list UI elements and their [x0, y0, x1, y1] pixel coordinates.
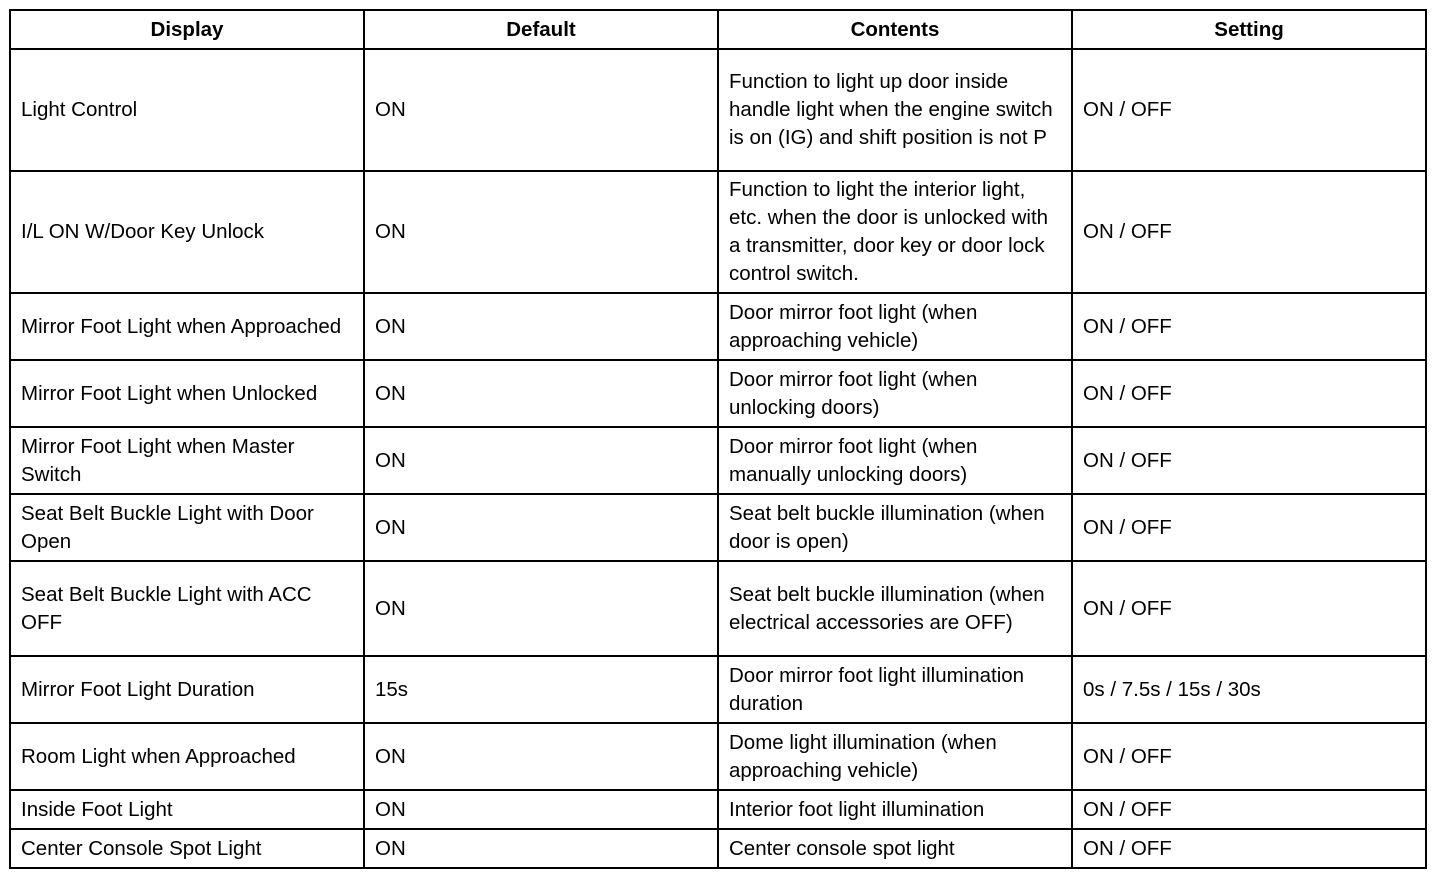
cell-setting: 0s / 7.5s / 15s / 30s	[1072, 656, 1426, 723]
cell-default: 15s	[364, 656, 718, 723]
cell-display: Seat Belt Buckle Light with ACC OFF	[10, 561, 364, 656]
cell-default: ON	[364, 293, 718, 360]
cell-default: ON	[364, 427, 718, 494]
table-row	[10, 723, 1426, 790]
table-row	[10, 561, 1426, 656]
cell-setting: ON / OFF	[1072, 829, 1426, 868]
table-row	[10, 790, 1426, 829]
settings-table	[9, 9, 1427, 869]
cell-contents: Seat belt buckle illumination (when electrical accessories are OFF)	[718, 561, 1072, 656]
cell-setting: ON / OFF	[1072, 360, 1426, 427]
cell-contents: Seat belt buckle illumination (when door is open)	[718, 494, 1072, 561]
cell-display: Mirror Foot Light when Approached	[10, 293, 364, 360]
cell-contents: Interior foot light illumination	[718, 790, 1072, 829]
table-row	[10, 49, 1426, 171]
cell-display: Seat Belt Buckle Light with Door Open	[10, 494, 364, 561]
cell-setting: ON / OFF	[1072, 293, 1426, 360]
cell-contents: Function to light the interior light, etc. when the door is unlocked with a transmitter, door key or door lock control switch.	[718, 171, 1072, 293]
table-row	[10, 171, 1426, 293]
cell-setting: ON / OFF	[1072, 561, 1426, 656]
cell-setting: ON / OFF	[1072, 171, 1426, 293]
cell-contents: Door mirror foot light (when unlocking doors)	[718, 360, 1072, 427]
table-row	[10, 656, 1426, 723]
cell-default: ON	[364, 49, 718, 171]
cell-setting: ON / OFF	[1072, 49, 1426, 171]
cell-default: ON	[364, 171, 718, 293]
cell-display: Room Light when Approached	[10, 723, 364, 790]
cell-default: ON	[364, 790, 718, 829]
header-default: Default	[364, 10, 718, 49]
cell-default: ON	[364, 723, 718, 790]
cell-display: Mirror Foot Light when Master Switch	[10, 427, 364, 494]
cell-contents: Door mirror foot light illumination duration	[718, 656, 1072, 723]
cell-contents: Door mirror foot light (when approaching vehicle)	[718, 293, 1072, 360]
cell-display: Center Console Spot Light	[10, 829, 364, 868]
cell-default: ON	[364, 829, 718, 868]
header-display: Display	[10, 10, 364, 49]
cell-default: ON	[364, 561, 718, 656]
cell-contents: Function to light up door inside handle light when the engine switch is on (IG) and shift position is not P	[718, 49, 1072, 171]
cell-contents: Dome light illumination (when approaching vehicle)	[718, 723, 1072, 790]
table-row	[10, 494, 1426, 561]
header-setting: Setting	[1072, 10, 1426, 49]
cell-default: ON	[364, 494, 718, 561]
cell-display: I/L ON W/Door Key Unlock	[10, 171, 364, 293]
cell-contents: Center console spot light	[718, 829, 1072, 868]
cell-display: Mirror Foot Light when Unlocked	[10, 360, 364, 427]
table-row	[10, 360, 1426, 427]
cell-display: Mirror Foot Light Duration	[10, 656, 364, 723]
cell-setting: ON / OFF	[1072, 790, 1426, 829]
cell-default: ON	[364, 360, 718, 427]
cell-display: Light Control	[10, 49, 364, 171]
cell-display: Inside Foot Light	[10, 790, 364, 829]
header-contents: Contents	[718, 10, 1072, 49]
table-row	[10, 829, 1426, 868]
table-header-row	[10, 10, 1426, 49]
cell-setting: ON / OFF	[1072, 723, 1426, 790]
cell-setting: ON / OFF	[1072, 494, 1426, 561]
table-row	[10, 427, 1426, 494]
cell-contents: Door mirror foot light (when manually unlocking doors)	[718, 427, 1072, 494]
cell-setting: ON / OFF	[1072, 427, 1426, 494]
table-row	[10, 293, 1426, 360]
